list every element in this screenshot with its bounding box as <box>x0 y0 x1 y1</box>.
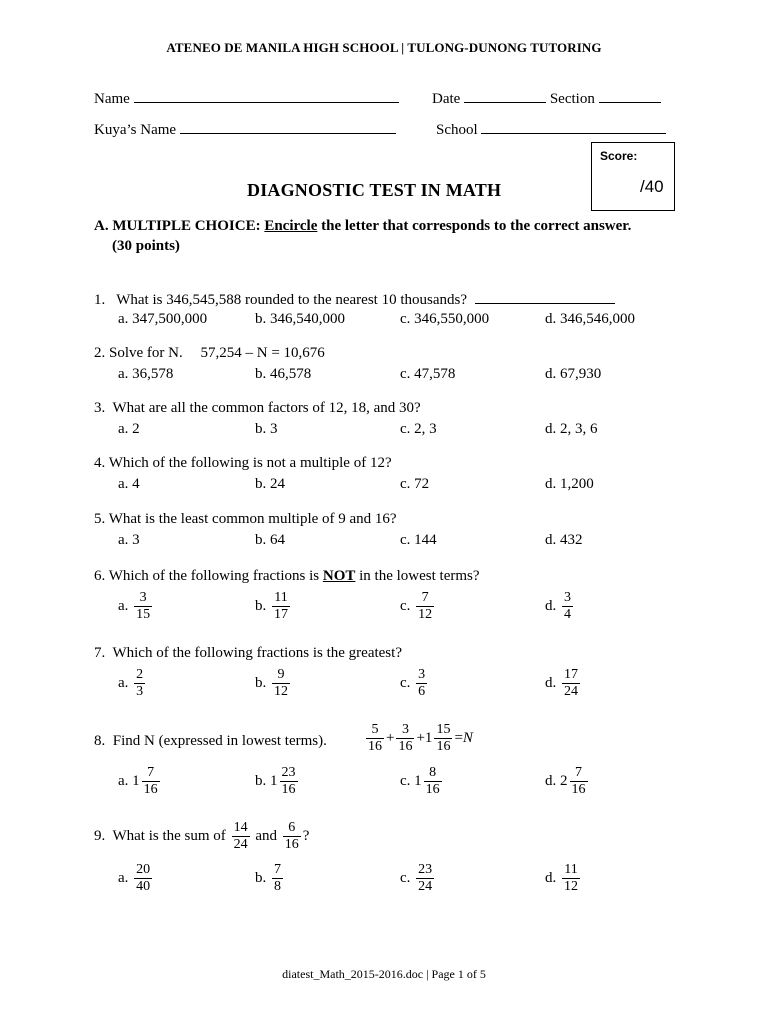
option-letter: b. <box>255 597 267 614</box>
option-8c[interactable] <box>400 765 444 798</box>
denominator: 6 <box>418 684 426 699</box>
numerator: 7 <box>274 862 281 877</box>
denominator: 24 <box>564 684 578 699</box>
question-5 <box>94 511 397 528</box>
question-text: Which of the following is not a multiple of 12? <box>108 455 392 471</box>
option-5a[interactable]: a. 3 <box>118 532 140 548</box>
denominator: 16 <box>281 782 296 797</box>
denominator: 15 <box>136 607 151 622</box>
numerator: 14 <box>233 820 248 835</box>
option-1c[interactable]: c. 346,550,000 <box>400 311 490 327</box>
school-blank[interactable] <box>481 119 666 134</box>
option-letter: a. <box>118 869 129 886</box>
school-header: ATENEO DE MANILA HIGH SCHOOL | TULONG-DUNONG TUTORING <box>166 40 602 55</box>
option-8a[interactable] <box>118 765 162 798</box>
numerator: 3 <box>418 667 426 682</box>
numerator: 7 <box>421 590 429 605</box>
fraction <box>142 765 160 798</box>
question-text: What are all the common factors of 12, 18, and 30? <box>112 400 421 416</box>
question-number: 3. <box>94 400 106 416</box>
name-blank[interactable] <box>134 88 399 103</box>
school-field <box>436 119 666 139</box>
option-3d[interactable]: d. 2, 3, 6 <box>545 421 598 437</box>
numerator: 20 <box>136 862 151 877</box>
question-number: 7. <box>94 645 106 661</box>
option-9a[interactable] <box>118 862 154 895</box>
question-equation: 57,254 – N = 10,676 <box>200 345 325 361</box>
question-8-equation <box>364 722 473 755</box>
fraction <box>283 820 301 853</box>
question-and: and <box>255 827 277 844</box>
question-text: Solve for N. <box>109 345 183 361</box>
question-number: 6. <box>94 568 106 584</box>
fraction <box>416 667 427 700</box>
option-6b[interactable] <box>255 590 292 623</box>
numerator: 6 <box>288 820 296 835</box>
option-4b[interactable]: b. 24 <box>255 476 285 492</box>
numerator: 7 <box>147 765 155 780</box>
school-label: School <box>436 122 478 138</box>
option-8d[interactable] <box>545 765 590 798</box>
fraction <box>570 765 588 798</box>
denominator: 40 <box>136 879 151 894</box>
numerator: 5 <box>371 722 379 737</box>
numerator: 2 <box>136 667 144 682</box>
option-2d[interactable]: d. 67,930 <box>545 366 602 382</box>
option-letter: b. 1 <box>255 772 278 789</box>
question-number: 9. <box>94 827 106 844</box>
option-letter: a. <box>118 674 129 691</box>
denominator: 16 <box>368 739 382 754</box>
denominator: 12 <box>564 879 578 894</box>
option-letter: b. <box>255 674 267 691</box>
denominator: 16 <box>571 782 586 797</box>
option-2b[interactable]: b. 46,578 <box>255 366 312 382</box>
option-1b[interactable]: b. 346,540,000 <box>255 311 345 327</box>
option-4d[interactable]: d. 1,200 <box>545 476 594 492</box>
answer-blank[interactable] <box>475 290 615 304</box>
question-number: 5. <box>94 511 106 527</box>
numerator: 23 <box>281 765 296 780</box>
denominator: 3 <box>136 684 144 699</box>
section-blank[interactable] <box>599 88 661 103</box>
question-6 <box>94 568 480 585</box>
option-2a[interactable]: a. 36,578 <box>118 366 174 382</box>
question-number: 2. <box>94 345 106 361</box>
numerator: 7 <box>575 765 582 780</box>
fraction <box>134 590 152 623</box>
option-3c[interactable]: c. 2, 3 <box>400 421 437 437</box>
option-4c[interactable]: c. 72 <box>400 476 430 492</box>
fraction <box>272 862 283 895</box>
option-6a[interactable] <box>118 590 154 623</box>
date-blank[interactable] <box>464 88 546 103</box>
option-3b[interactable]: b. 3 <box>255 421 278 437</box>
numerator: 11 <box>274 590 288 605</box>
variable-n: N <box>462 729 473 746</box>
question-9 <box>94 820 309 853</box>
page-footer: diatest_Math_2015-2016.doc | Page 1 of 5 <box>282 967 486 981</box>
denominator: 12 <box>418 607 433 622</box>
question-text: Which of the following fractions is <box>108 568 320 584</box>
denominator: 24 <box>418 879 433 894</box>
option-3a[interactable]: a. 2 <box>118 421 140 437</box>
question-mark: ? <box>302 827 310 844</box>
section-verb: Encircle <box>264 218 318 234</box>
score-box <box>591 142 675 211</box>
section-rest: the letter that corresponds to the correct answer. <box>321 218 632 234</box>
question-2 <box>94 345 325 362</box>
question-3 <box>94 400 421 417</box>
numerator: 9 <box>277 667 285 682</box>
option-9c[interactable] <box>400 862 436 895</box>
option-6d[interactable] <box>545 590 575 623</box>
date-field <box>432 88 661 108</box>
option-9d[interactable] <box>545 862 582 895</box>
option-letter: c. 1 <box>400 772 422 789</box>
option-6c[interactable] <box>400 590 436 623</box>
denominator: 12 <box>274 684 288 699</box>
denominator: 16 <box>425 782 440 797</box>
fraction <box>232 820 250 853</box>
fraction <box>396 722 414 755</box>
numerator: 23 <box>418 862 433 877</box>
option-letter: c. <box>400 597 411 614</box>
option-letter: d. <box>545 674 557 691</box>
fraction <box>416 590 434 623</box>
fraction <box>366 722 384 755</box>
option-1d[interactable]: d. 346,546,000 <box>545 311 635 327</box>
option-7b[interactable] <box>255 667 292 700</box>
fraction <box>134 667 145 700</box>
kuya-name-blank[interactable] <box>180 119 396 134</box>
name-label: Name <box>94 91 130 107</box>
denominator: 16 <box>284 837 299 852</box>
option-letter: b. <box>255 869 267 886</box>
section-a-instructions <box>94 216 694 256</box>
equals-sign: = <box>454 729 463 746</box>
fraction <box>562 667 580 700</box>
fraction <box>562 862 580 895</box>
option-7d[interactable] <box>545 667 582 700</box>
fraction <box>280 765 298 798</box>
option-letter: a. 1 <box>118 772 140 789</box>
question-text-end: in the lowest terms? <box>359 568 480 584</box>
question-number: 1. <box>94 292 106 308</box>
option-letter: d. <box>545 597 557 614</box>
fraction <box>562 590 573 623</box>
option-2c[interactable]: c. 47,578 <box>400 366 456 382</box>
numerator: 17 <box>564 667 578 682</box>
fraction <box>434 722 452 755</box>
numerator: 11 <box>564 862 578 877</box>
question-4 <box>94 455 392 472</box>
numerator: 3 <box>564 590 571 605</box>
page-title: DIAGNOSTIC TEST IN MATH <box>247 180 502 200</box>
question-text: What is the least common multiple of 9 and 16? <box>108 511 397 527</box>
denominator: 17 <box>274 607 288 622</box>
option-letter: d. 2 <box>545 772 568 789</box>
score-label: Score: <box>600 149 638 163</box>
option-letter: c. <box>400 674 411 691</box>
fraction <box>134 862 152 895</box>
option-7a[interactable] <box>118 667 147 700</box>
question-emphasis: NOT <box>322 568 356 584</box>
section-label: MULTIPLE CHOICE: <box>112 218 261 234</box>
section-letter: A. <box>94 218 109 234</box>
fraction <box>272 667 290 700</box>
plus-sign: + <box>386 729 395 746</box>
denominator: 4 <box>564 607 571 622</box>
option-4a[interactable]: a. 4 <box>118 476 140 492</box>
denominator: 8 <box>274 879 281 894</box>
question-number: 8. <box>94 733 106 749</box>
numerator: 8 <box>429 765 437 780</box>
plus-sign: +1 <box>416 729 433 746</box>
date-label: Date <box>432 91 461 107</box>
question-1 <box>94 290 615 309</box>
denominator: 16 <box>398 739 413 754</box>
question-text: What is the sum of <box>112 827 226 844</box>
fraction <box>416 862 434 895</box>
question-number: 4. <box>94 455 106 471</box>
numerator: 3 <box>401 722 409 737</box>
question-8 <box>94 733 327 750</box>
option-letter: d. <box>545 869 557 886</box>
fraction <box>272 590 290 623</box>
option-5b[interactable]: b. 64 <box>255 532 285 548</box>
kuya-name-field <box>94 119 396 139</box>
option-5d[interactable]: d. 432 <box>545 532 583 548</box>
question-text: Find N (expressed in lowest terms). <box>112 733 327 749</box>
denominator: 24 <box>233 837 248 852</box>
option-8b[interactable] <box>255 765 300 798</box>
option-1a[interactable]: a. 347,500,000 <box>118 311 208 327</box>
name-field <box>94 88 399 108</box>
question-text: What is 346,545,588 rounded to the nearest 10 thousands? <box>116 292 467 308</box>
question-text: Which of the following fractions is the greatest? <box>112 645 402 661</box>
numerator: 3 <box>139 590 147 605</box>
option-5c[interactable]: c. 144 <box>400 532 437 548</box>
numerator: 15 <box>436 722 451 737</box>
option-7c[interactable] <box>400 667 429 700</box>
fraction <box>424 765 442 798</box>
score-total: /40 <box>640 177 664 196</box>
section-points: (30 points) <box>112 238 180 254</box>
question-7 <box>94 645 402 662</box>
option-letter: a. <box>118 597 129 614</box>
denominator: 16 <box>436 739 451 754</box>
option-9b[interactable] <box>255 862 285 895</box>
option-letter: c. <box>400 869 411 886</box>
section-label: Section <box>549 91 595 107</box>
denominator: 16 <box>143 782 158 797</box>
kuya-name-label: Kuya’s Name <box>94 122 177 138</box>
